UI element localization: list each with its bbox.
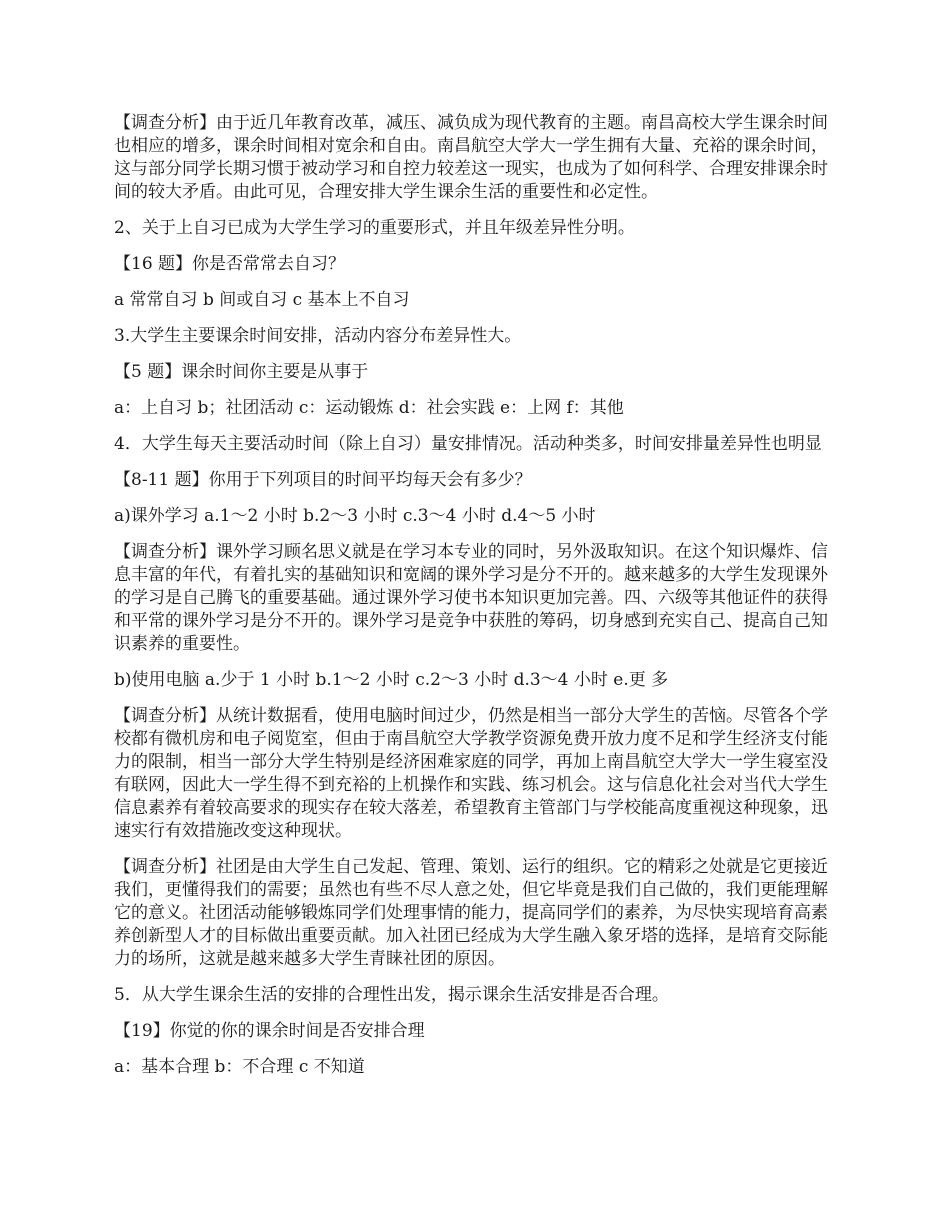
paragraph-analysis-computer: 【调查分析】从统计数据看，使用电脑时间过少，仍然是相当一部分大学生的苦恼。尽管各个学校都有微机房和电子阅览室，但由于南昌航空大学教学资源免费开放力度不足和学生经济支付能力的限制，相当一部分大学生特别是经济困难家庭的同学，再加上南昌航空大学大一学生寝室没有联网，因此大一学生得不到充裕的上机操作和实践、练习机会。这与信息化社会对当代大学生信息素养有着较高要求的现实存在较大落差，希望教育主管部门与学校能高度重视这种现象，迅速实行有效措施改变这种现状。 [114, 706, 828, 841]
paragraph-section-5-heading: 5．从大学生课余生活的安排的合理性出发，揭示课余生活安排是否合理。 [114, 985, 669, 1005]
paragraph-question-19: 【19】你觉的你的课余时间是否安排合理 [114, 1021, 425, 1041]
paragraph-analysis-study: 【调查分析】课外学习顾名思义就是在学习本专业的同时，另外汲取知识。在这个知识爆炸、信息丰富的年代，有着扎实的基础知识和宽阔的课外学习是分不开的。越来越多的大学生发现课外的学习是自己腾飞的重要基础。通过课外学习使书本知识更加完善。四、六级等其他证件的获得和平常的课外学习是分不开的。课外学习是竞争中获胜的筹码，切身感到充实自己、提高自己知识素养的重要性。 [114, 542, 828, 654]
paragraph-analysis-intro: 【调查分析】由于近几年教育改革，减压、减负成为现代教育的主题。南昌高校大学生课余时间也相应的增多，课余时间相对宽余和自由。南昌航空大学大一学生拥有大量、充裕的课余时间，这与部分同学长期习惯于被动学习和自控力较差这一现实，也成为了如何科学、合理安排课余时间的较大矛盾。由此可见，合理安排大学生课余生活的重要性和必定性。 [114, 113, 828, 202]
paragraph-question-16-options: a 常常自习 b 间或自习 c 基本上不自习 [114, 290, 410, 310]
paragraph-section-2-heading: 2、关于上自习已成为大学生学习的重要形式，并且年级差异性分明。 [114, 218, 635, 238]
paragraph-question-19-options: a：基本合理 b：不合理 c 不知道 [114, 1057, 365, 1077]
paragraph-study-options: a)课外学习 a.1～2 小时 b.2～3 小时 c.3～4 小时 d.4～5 小时 [114, 506, 596, 526]
paragraph-section-3-heading: 3.大学生主要课余时间安排，活动内容分布差异性大。 [114, 326, 522, 346]
paragraph-section-4-heading: 4．大学生每天主要活动时间（除上自习）量安排情况。活动种类多，时间安排量差异性也明显 [114, 434, 822, 454]
paragraph-question-16: 【16 题】你是否常常去自习？ [114, 254, 346, 274]
paragraph-question-5-options: a：上自习 b；社团活动 c：运动锻炼 d：社会实践 e：上网 f：其他 [114, 398, 624, 418]
paragraph-question-8-11: 【8-11 题】你用于下列项目的时间平均每天会有多少？ [114, 470, 532, 490]
paragraph-analysis-clubs: 【调查分析】社团是由大学生自己发起、管理、策划、运行的组织。它的精彩之处就是它更接近我们，更懂得我们的需要；虽然也有些不尽人意之处，但它毕竟是我们自己做的，我们更能理解它的意义。社团活动能够锻炼同学们处理事情的能力，提高同学们的素养，为尽快实现培育高素养创新型人才的目标做出重要贡献。加入社团已经成为大学生融入象牙塔的选择，是培育交际能力的场所，这就是越来越多大学生青睐社团的原因。 [114, 857, 828, 969]
paragraph-computer-options: b)使用电脑 a.少于 1 小时 b.1～2 小时 c.2～3 小时 d.3～4 小时 e.更 多 [114, 670, 669, 690]
paragraph-question-5: 【5 题】课余时间你主要是从事于 [114, 362, 369, 382]
